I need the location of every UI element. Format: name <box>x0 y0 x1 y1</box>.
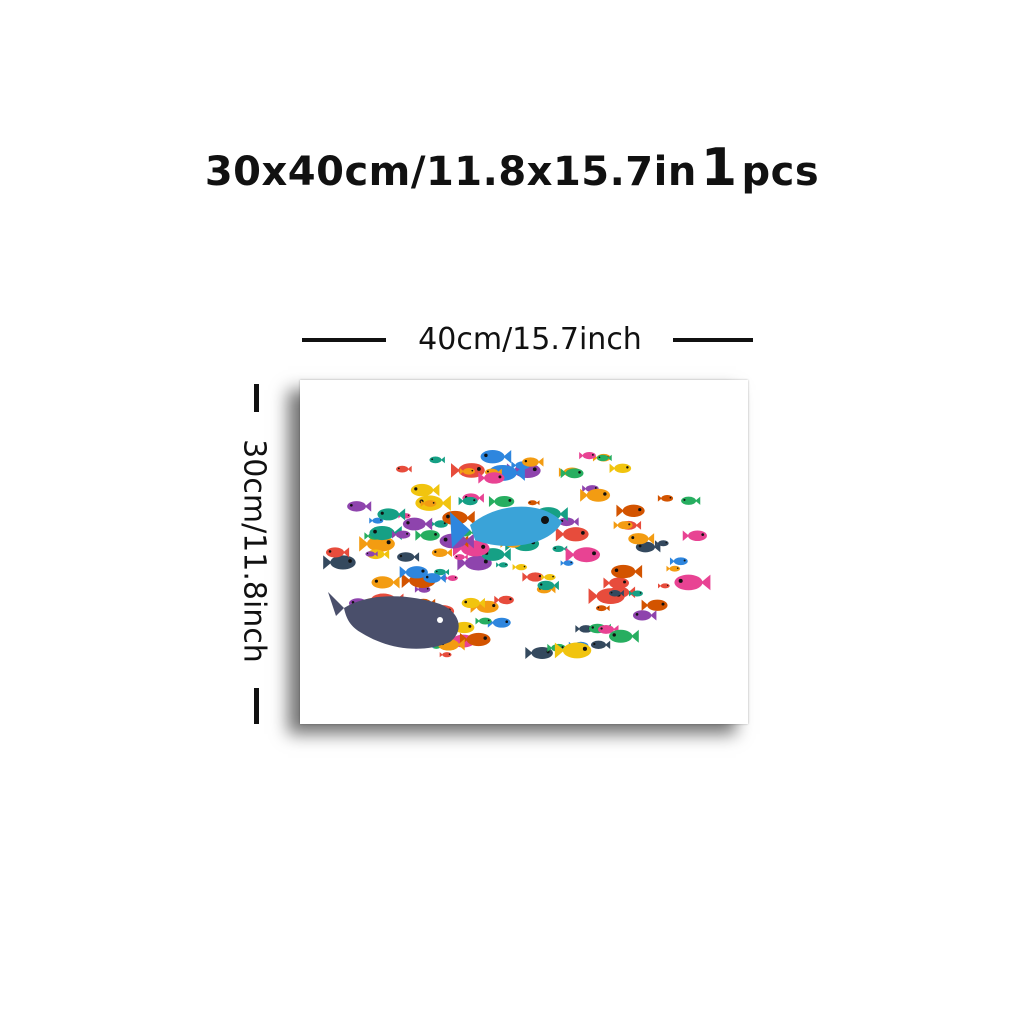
fish-collage-illustration <box>300 380 748 724</box>
small-fish-icon <box>633 610 656 620</box>
small-fish-icon <box>553 546 568 552</box>
small-fish-icon <box>609 630 639 643</box>
small-fish-icon <box>591 641 610 649</box>
small-fish-icon <box>579 452 596 459</box>
height-dimension-line-bottom <box>254 688 259 724</box>
small-fish-icon <box>561 468 584 478</box>
small-fish-icon <box>377 508 405 520</box>
small-fish-icon <box>658 495 673 502</box>
small-fish-icon <box>392 531 410 539</box>
small-fish-icon <box>674 575 710 591</box>
small-fish-icon <box>476 618 492 625</box>
quantity-value: 1 <box>700 138 738 198</box>
small-fish-icon <box>642 600 668 611</box>
small-fish-icon <box>459 497 478 505</box>
small-fish-icon <box>432 548 452 557</box>
small-fish-icon <box>440 652 452 657</box>
small-fish-icon <box>658 583 670 588</box>
small-fish-icon <box>347 501 371 511</box>
width-dimension-line-right <box>673 338 753 342</box>
small-fish-icon <box>614 521 633 529</box>
small-fish-icon <box>566 547 600 562</box>
canvas-print <box>300 380 748 724</box>
small-fish-icon <box>481 450 512 463</box>
height-dimension-line-top <box>254 384 259 412</box>
small-fish-icon <box>489 496 514 507</box>
small-fish-icon <box>670 557 688 565</box>
small-fish-icon <box>323 555 356 569</box>
width-dimension-label: 40cm/15.7inch <box>418 322 642 357</box>
quantity-unit: pcs <box>741 149 820 195</box>
small-fish-icon <box>396 466 412 473</box>
small-fish-icon <box>610 464 632 473</box>
small-fish-icon <box>429 457 444 464</box>
size-text: 30x40cm/11.8x15.7in <box>204 149 697 195</box>
small-fish-icon <box>522 457 543 466</box>
small-fish-icon <box>415 530 439 541</box>
small-fish-icon <box>372 576 400 588</box>
small-fish-icon <box>488 618 511 628</box>
width-dimension-line-left <box>302 338 386 342</box>
product-size-title <box>0 138 1024 198</box>
small-fish-icon <box>397 552 419 562</box>
small-fish-icon <box>611 565 642 578</box>
small-fish-icon <box>411 484 440 496</box>
small-fish-icon <box>681 497 700 505</box>
small-fish-icon <box>496 562 508 567</box>
height-dimension-label: 30cm/11.8inch <box>236 439 272 663</box>
whale-shark-icon <box>328 592 459 649</box>
small-fish-icon <box>528 500 540 505</box>
small-fish-icon <box>596 605 610 611</box>
small-fish-icon <box>616 505 644 517</box>
small-fish-icon <box>403 518 432 531</box>
small-fish-icon <box>454 554 467 560</box>
small-fish-icon <box>556 527 589 541</box>
small-fish-icon <box>494 596 514 605</box>
small-fish-icon <box>537 581 558 590</box>
small-fish-icon <box>683 530 707 541</box>
small-fish-icon <box>589 588 625 604</box>
small-fish-icon <box>513 564 527 570</box>
small-fish-icon <box>580 489 610 502</box>
small-fish-icon <box>666 566 680 572</box>
small-fish-icon <box>541 574 556 580</box>
small-fish-icon <box>561 560 574 566</box>
small-fish-icon <box>445 575 458 581</box>
small-fish-icon <box>522 572 543 581</box>
